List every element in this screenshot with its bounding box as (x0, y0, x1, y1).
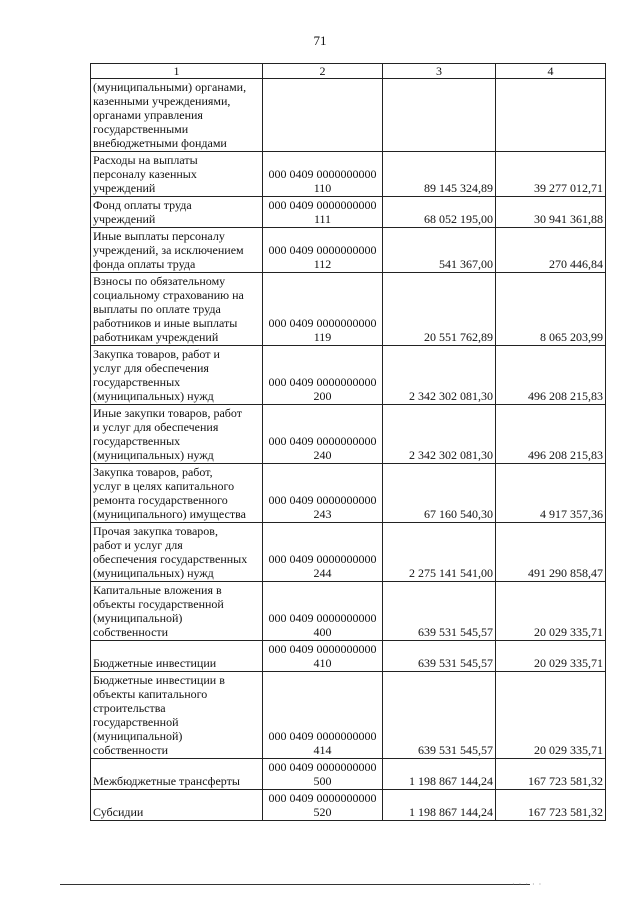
row-value-col3: 2 342 302 081,30 (383, 346, 496, 405)
row-code-cell: 000 0409 0000000000 240 (263, 405, 383, 464)
table-row (91, 464, 606, 523)
footer-rule (60, 884, 530, 885)
table-body (91, 79, 606, 821)
row-name-cell: (муниципальными) органами, казенными учреждениями, органами управления государственными внебюджетными фондами (91, 79, 263, 152)
row-value-col4: 496 208 215,83 (496, 405, 606, 464)
row-name-cell: Субсидии (91, 790, 263, 821)
table-row (91, 672, 606, 759)
table-row (91, 273, 606, 346)
row-name-cell: Капитальные вложения в объекты государственной (муниципальной) собственности (91, 582, 263, 641)
row-value-col4: 8 065 203,99 (496, 273, 606, 346)
row-value-col4: 491 290 858,47 (496, 523, 606, 582)
row-code-cell: 000 0409 0000000000 414 (263, 672, 383, 759)
row-code-cell: 000 0409 0000000000 200 (263, 346, 383, 405)
row-value-col4: 20 029 335,71 (496, 641, 606, 672)
table-row (91, 152, 606, 197)
row-code-cell: 000 0409 0000000000 500 (263, 759, 383, 790)
column-header-2: 2 (263, 64, 383, 79)
table-row (91, 405, 606, 464)
row-value-col3: 1 198 867 144,24 (383, 759, 496, 790)
row-name-cell: Закупка товаров, работ и услуг для обеспечения государственных (муниципальных) нужд (91, 346, 263, 405)
row-name-cell: Взносы по обязательному социальному страхованию на выплаты по оплате труда работников и иные выплаты работникам учреждений (91, 273, 263, 346)
row-name-cell: Бюджетные инвестиции в объекты капитального строительства государственной (муниципальной) собственности (91, 672, 263, 759)
row-code-cell: 000 0409 0000000000 244 (263, 523, 383, 582)
table-row (91, 523, 606, 582)
row-value-col4: 39 277 012,71 (496, 152, 606, 197)
row-value-col4: 30 941 361,88 (496, 197, 606, 228)
row-value-col4: 20 029 335,71 (496, 672, 606, 759)
row-value-col4: 4 917 357,36 (496, 464, 606, 523)
budget-table (90, 63, 606, 821)
table-row (91, 197, 606, 228)
page-number: 71 (313, 33, 327, 48)
row-code-cell (263, 79, 383, 152)
footer-mark: · · · · · (512, 880, 543, 889)
row-value-col4: 496 208 215,83 (496, 346, 606, 405)
row-value-col3: 1 198 867 144,24 (383, 790, 496, 821)
row-value-col4 (496, 79, 606, 152)
row-value-col3: 541 367,00 (383, 228, 496, 273)
table-row (91, 790, 606, 821)
row-code-cell: 000 0409 0000000000 243 (263, 464, 383, 523)
row-value-col3: 639 531 545,57 (383, 582, 496, 641)
row-code-cell: 000 0409 0000000000 410 (263, 641, 383, 672)
table-row (91, 641, 606, 672)
table-header-row (91, 64, 606, 79)
row-name-cell: Бюджетные инвестиции (91, 641, 263, 672)
table-row (91, 759, 606, 790)
row-name-cell: Межбюджетные трансферты (91, 759, 263, 790)
row-code-cell: 000 0409 0000000000 112 (263, 228, 383, 273)
row-name-cell: Иные выплаты персоналу учреждений, за исключением фонда оплаты труда (91, 228, 263, 273)
table-row (91, 228, 606, 273)
column-header-1: 1 (91, 64, 263, 79)
row-value-col4: 270 446,84 (496, 228, 606, 273)
row-name-cell: Закупка товаров, работ, услуг в целях капитального ремонта государственного (муниципального) имущества (91, 464, 263, 523)
row-value-col3: 68 052 195,00 (383, 197, 496, 228)
row-code-cell: 000 0409 0000000000 111 (263, 197, 383, 228)
row-value-col3: 89 145 324,89 (383, 152, 496, 197)
row-value-col3: 20 551 762,89 (383, 273, 496, 346)
row-name-cell: Иные закупки товаров, работ и услуг для обеспечения государственных (муниципальных) нужд (91, 405, 263, 464)
row-name-cell: Расходы на выплаты персоналу казенных учреждений (91, 152, 263, 197)
row-value-col4: 167 723 581,32 (496, 759, 606, 790)
row-value-col3: 67 160 540,30 (383, 464, 496, 523)
row-value-col3: 2 342 302 081,30 (383, 405, 496, 464)
row-name-cell: Фонд оплаты труда учреждений (91, 197, 263, 228)
row-value-col4: 20 029 335,71 (496, 582, 606, 641)
row-code-cell: 000 0409 0000000000 110 (263, 152, 383, 197)
row-value-col3: 2 275 141 541,00 (383, 523, 496, 582)
row-code-cell: 000 0409 0000000000 520 (263, 790, 383, 821)
row-code-cell: 000 0409 0000000000 119 (263, 273, 383, 346)
column-header-3: 3 (383, 64, 496, 79)
table-row (91, 582, 606, 641)
column-header-4: 4 (496, 64, 606, 79)
row-name-cell: Прочая закупка товаров, работ и услуг для обеспечения государственных (муниципальных) нужд (91, 523, 263, 582)
row-value-col4: 167 723 581,32 (496, 790, 606, 821)
row-code-cell: 000 0409 0000000000 400 (263, 582, 383, 641)
row-value-col3: 639 531 545,57 (383, 641, 496, 672)
row-value-col3: 639 531 545,57 (383, 672, 496, 759)
row-value-col3 (383, 79, 496, 152)
table-row (91, 79, 606, 152)
table-row (91, 346, 606, 405)
